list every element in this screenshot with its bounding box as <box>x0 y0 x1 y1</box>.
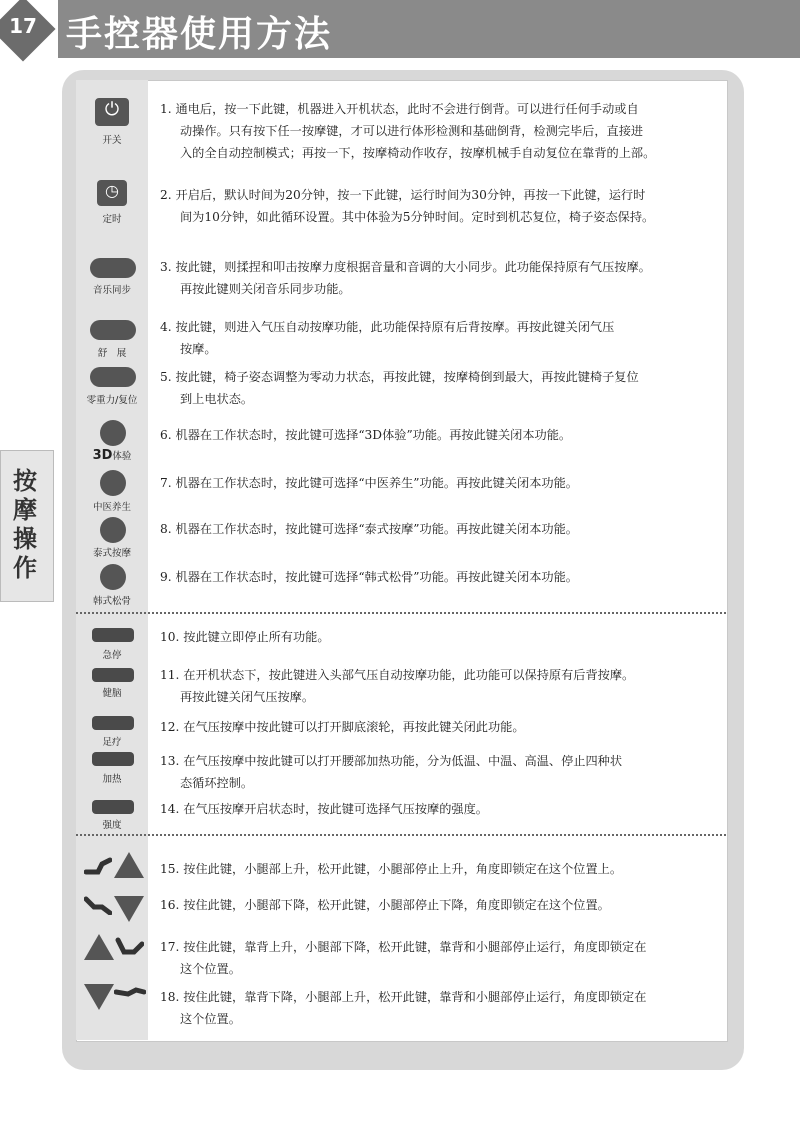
side-tab-label: 按摩操作 <box>13 467 37 582</box>
instruction-2: 2. 开启后，默认时间为20分钟，按一下此键，运行时间为30分钟，再按一下此键，运行时 间为10分钟，如此循环设置。其中体验为5分钟时间。定时到机芯复位，椅子姿态保持。 <box>160 188 655 224</box>
page-number: 17 <box>9 14 37 38</box>
emergency-stop-button[interactable] <box>92 628 134 642</box>
music-sync-label: 音乐同步 <box>92 285 131 296</box>
brain-label: 健脑 <box>102 688 122 699</box>
brain-button[interactable] <box>92 668 134 682</box>
section-divider <box>76 612 726 614</box>
backrest-up-button[interactable] <box>84 934 114 960</box>
section-divider <box>76 834 726 836</box>
instruction-6: 6. 机器在工作状态时，按此键可选择“3D体验”功能。再按此键关闭本功能。 <box>160 428 572 442</box>
instruction-4: 4. 按此键，则进入气压自动按摩功能，此功能保持原有后背按摩。再按此键关闭气压 按摩。 <box>160 320 615 356</box>
leg-rest-up-pose-icon <box>84 856 112 878</box>
instruction-11: 11. 在开机状态下，按此键进入头部气压自动按摩功能，此功能可以保持原有后背按摩。 再按此键关闭气压按摩。 <box>160 668 635 704</box>
leg-rest-down-pose-icon <box>84 893 112 915</box>
backrest-down-pose-icon <box>114 982 146 1002</box>
instruction-8: 8. 机器在工作状态时，按此键可选择“泰式按摩”功能。再按此键关闭本功能。 <box>160 522 578 536</box>
thai-massage-label: 泰式按摩 <box>92 548 131 559</box>
instruction-10: 10. 按此键立即停止所有功能。 <box>160 630 330 644</box>
foot-label: 足疗 <box>102 737 122 748</box>
power-label: 开关 <box>102 135 122 146</box>
3d-experience-label: 3D体验 <box>92 448 132 463</box>
instruction-13: 13. 在气压按摩中按此键可以打开腰部加热功能，分为低温、中温、高温、停止四种状 态循环控制。 <box>160 754 623 790</box>
leg-rest-down-button[interactable] <box>114 896 144 922</box>
backrest-down-button[interactable] <box>84 984 114 1010</box>
side-tab <box>0 450 54 602</box>
korean-bone-label: 韩式松骨 <box>92 596 131 607</box>
emergency-stop-label: 急停 <box>102 650 122 661</box>
clock-icon: ◷ <box>105 181 119 200</box>
intensity-button[interactable] <box>92 800 134 814</box>
3d-experience-button[interactable] <box>100 420 126 446</box>
instruction-7: 7. 机器在工作状态时，按此键可选择“中医养生”功能。再按此键关闭本功能。 <box>160 476 578 490</box>
zero-gravity-button[interactable] <box>90 367 136 387</box>
instruction-5: 5. 按此键，椅子姿态调整为零动力状态，再按此键，按摩椅倒到最大，再按此键椅子复位 到上电状态。 <box>160 370 639 406</box>
heat-button[interactable] <box>92 752 134 766</box>
korean-bone-button[interactable] <box>100 564 126 590</box>
power-icon: ⏻ <box>104 99 120 120</box>
instruction-14: 14. 在气压按摩开启状态时，按此键可选择气压按摩的强度。 <box>160 802 488 816</box>
page-title: 手控器使用方法 <box>66 14 333 55</box>
instruction-17: 17. 按住此键，靠背上升，小腿部下降，松开此键，靠背和小腿部停止运行，角度即锁定在 这个位置。 <box>160 940 647 976</box>
intensity-label: 强度 <box>102 820 122 831</box>
instruction-1: 1. 通电后，按一下此键，机器进入开机状态，此时不会进行倒背。可以进行任何手动或自 动操作。只有按下任一按摩键，才可以进行体形检测和基础倒背，检测完毕后，直接进 入的全自动控制模式；再按一下，按摩椅动作收存，按摩机械手自动复位在靠背的上部。 <box>160 102 656 160</box>
heat-label: 加热 <box>102 774 122 785</box>
tcm-wellness-button[interactable] <box>100 470 126 496</box>
instruction-3: 3. 按此键，则揉捏和叩击按摩力度根据音量和音调的大小同步。此功能保持原有气压按摩。 再按此键则关闭音乐同步功能。 <box>160 260 651 296</box>
instruction-9: 9. 机器在工作状态时，按此键可选择“韩式松骨”功能。再按此键关闭本功能。 <box>160 570 578 584</box>
stretch-label: 舒 展 <box>97 348 127 359</box>
instruction-15: 15. 按住此键，小腿部上升，松开此键，小腿部停止上升，角度即锁定在这个位置上。 <box>160 862 623 876</box>
timer-label: 定时 <box>102 214 122 225</box>
stretch-button[interactable] <box>90 320 136 340</box>
leg-rest-up-button[interactable] <box>114 852 144 878</box>
instruction-16: 16. 按住此键，小腿部下降，松开此键，小腿部停止下降，角度即锁定在这个位置。 <box>160 898 610 912</box>
backrest-up-pose-icon <box>114 936 144 958</box>
zero-gravity-label: 零重力/复位 <box>86 395 138 406</box>
tcm-wellness-label: 中医养生 <box>92 502 131 513</box>
foot-button[interactable] <box>92 716 134 730</box>
thai-massage-button[interactable] <box>100 517 126 543</box>
music-sync-button[interactable] <box>90 258 136 278</box>
instruction-18: 18. 按住此键，靠背下降，小腿部上升，松开此键，靠背和小腿部停止运行，角度即锁定在 这个位置。 <box>160 990 647 1026</box>
instruction-12: 12. 在气压按摩中按此键可以打开脚底滚轮，再按此键关闭此功能。 <box>160 720 525 734</box>
